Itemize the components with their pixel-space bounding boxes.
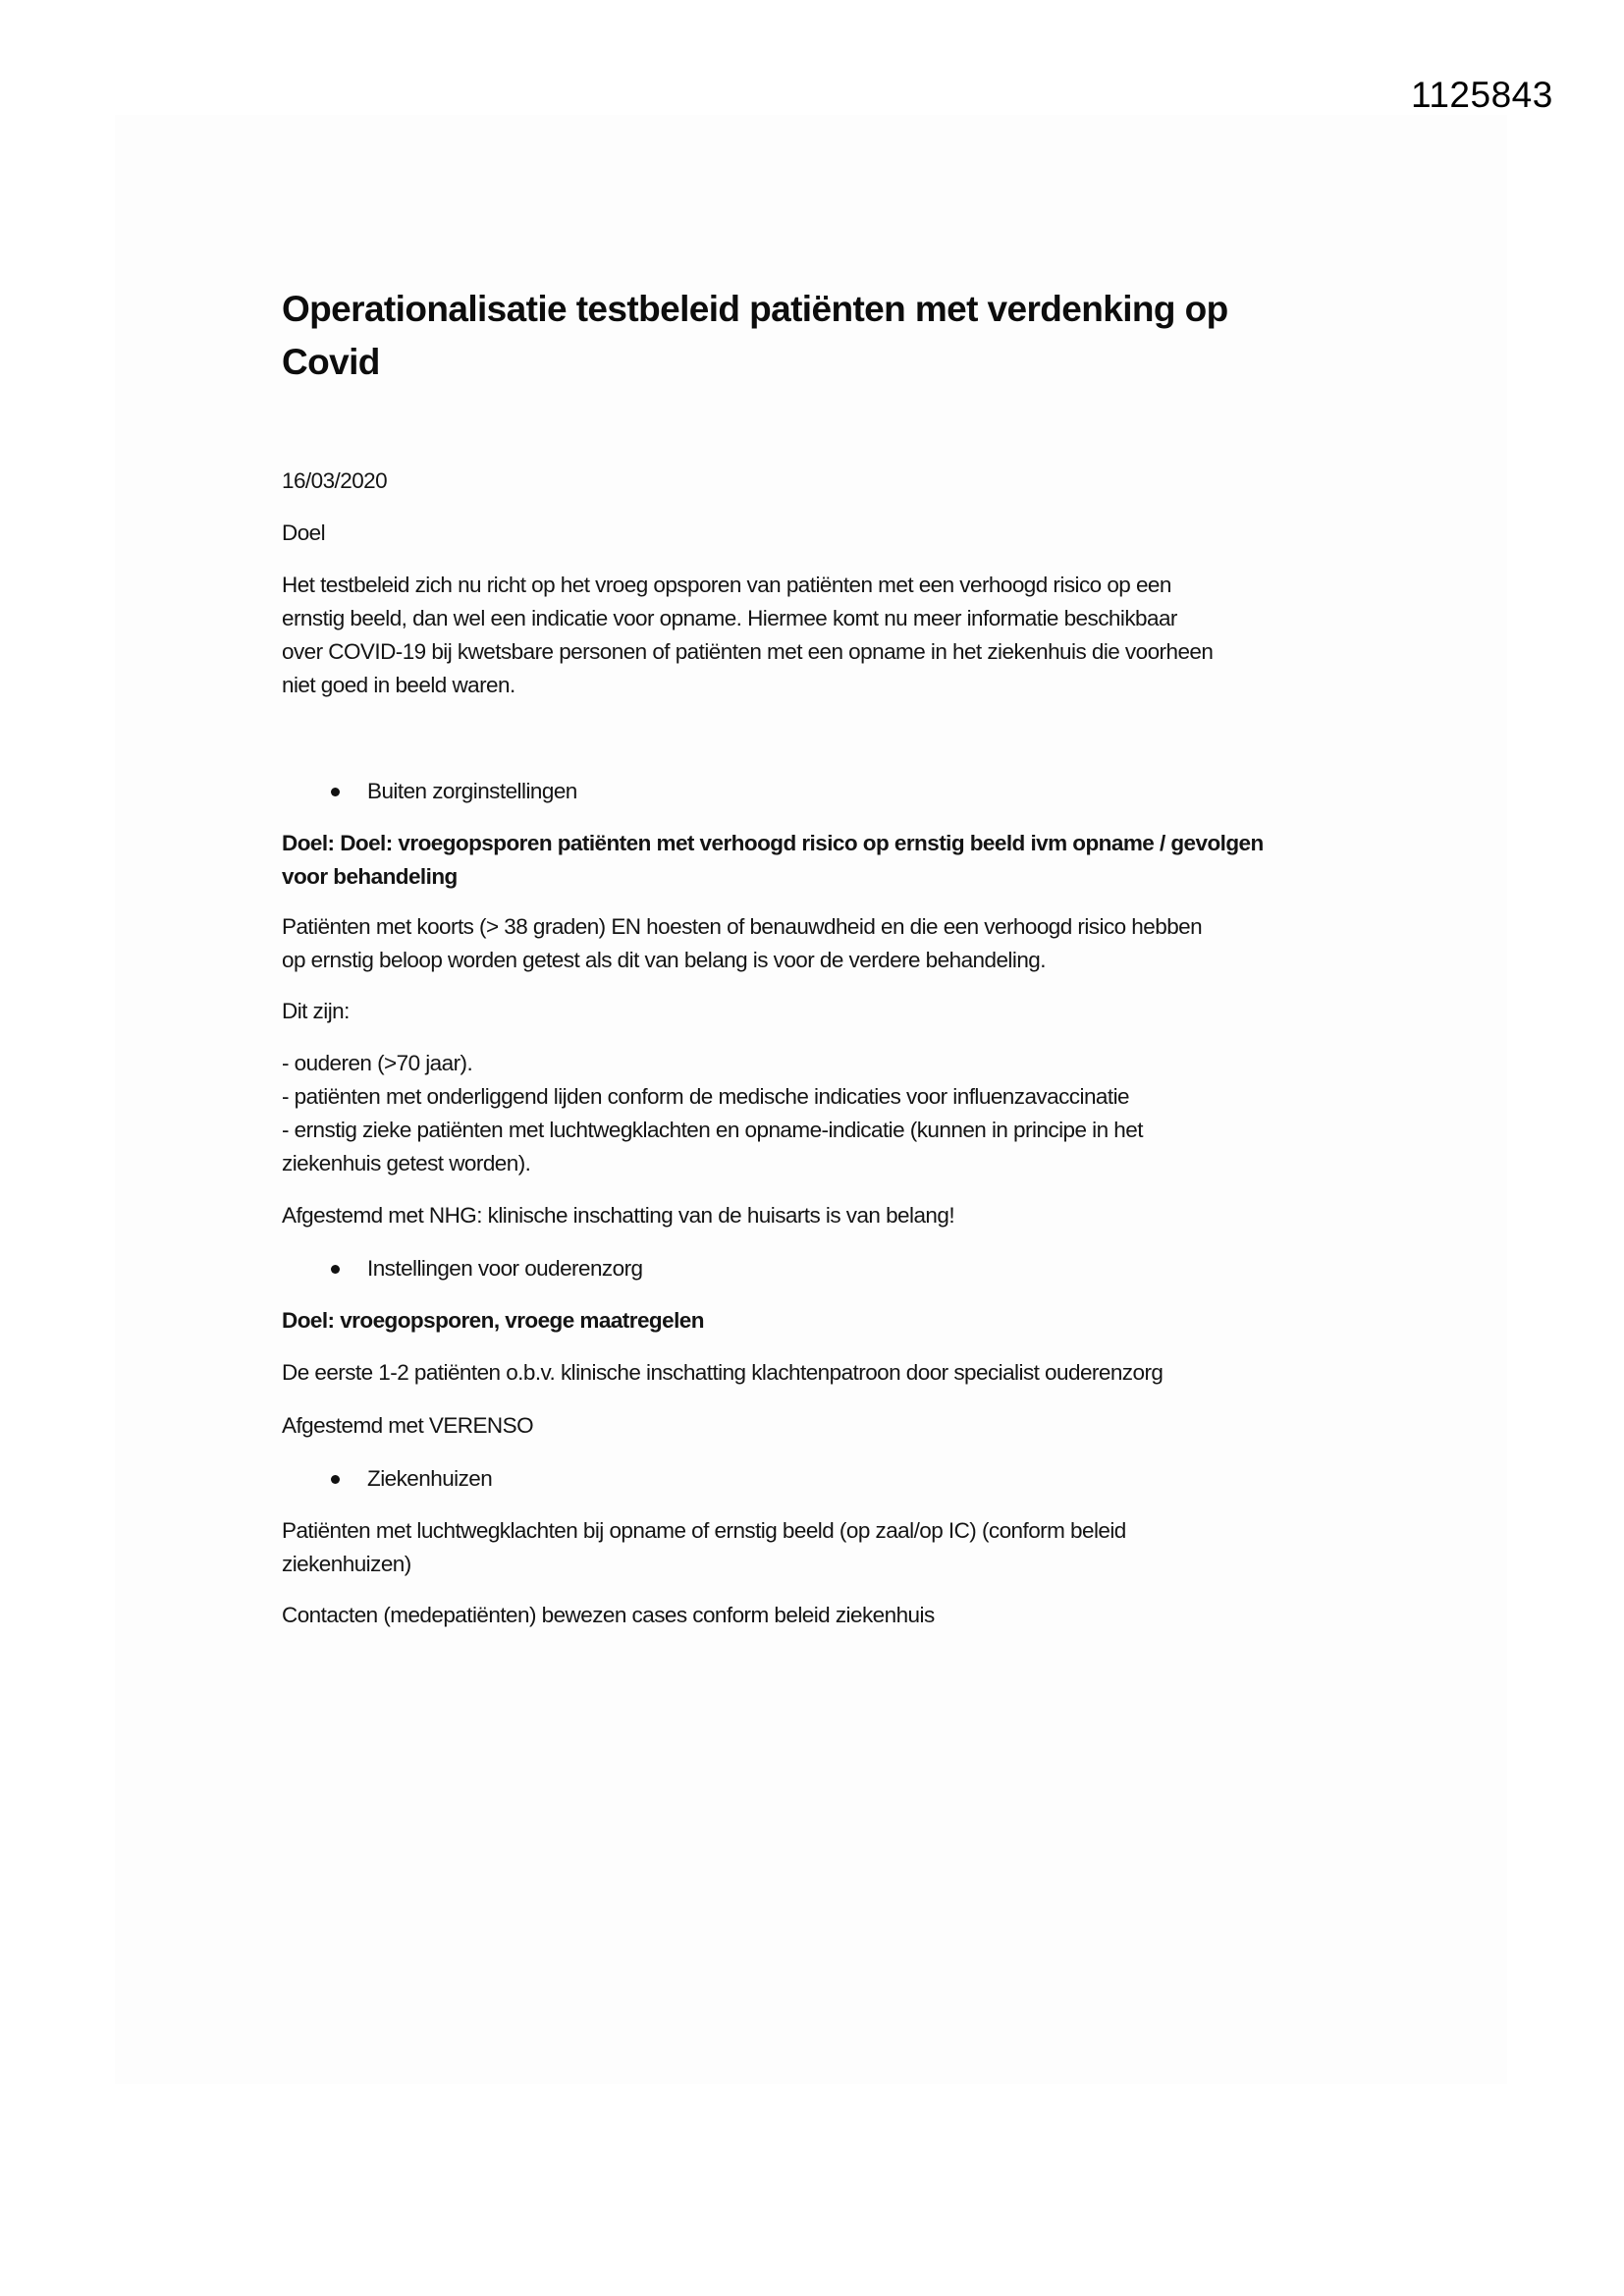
list-item: - ouderen (>70 jaar). — [282, 1051, 473, 1075]
section-goal-line: Doel: vroegopsporen, vroege maatregelen — [282, 1308, 704, 1333]
section-criteria-line: De eerste 1-2 patiënten o.b.v. klinische inschatting klachtenpatroon door specialist ouderenzorg — [282, 1360, 1164, 1385]
list-intro: Dit zijn: — [282, 999, 350, 1023]
section-note: Afgestemd met NHG: klinische inschatting van de huisarts is van belang! — [282, 1203, 955, 1228]
list-item: ziekenhuis getest worden). — [282, 1151, 531, 1175]
section-note: Afgestemd met VERENSO — [282, 1413, 534, 1438]
section-criteria-line: Patiënten met koorts (> 38 graden) EN hoesten of benauwdheid en die een verhoogd risico hebben — [282, 914, 1203, 939]
bullet-label: Buiten zorginstellingen — [367, 779, 577, 803]
list-item: - patiënten met onderliggend lijden conform de medische indicaties voor influenzavaccinatie — [282, 1084, 1129, 1109]
bullet-label: Ziekenhuizen — [367, 1466, 493, 1491]
list-item: - ernstig zieke patiënten met luchtwegklachten en opname-indicatie (kunnen in principe in het — [282, 1118, 1143, 1142]
bullet-icon — [331, 1475, 340, 1484]
intro-paragraph-line: niet goed in beeld waren. — [282, 673, 515, 697]
section-goal-line: Doel: Doel: vroegopsporen patiënten met verhoogd risico op ernstig beeld ivm opname / gevolgen — [282, 831, 1264, 855]
doel-label: Doel — [282, 520, 326, 545]
intro-paragraph-line: ernstig beeld, dan wel een indicatie voor opname. Hiermee komt nu meer informatie beschikbaar — [282, 606, 1177, 630]
bullet-icon — [331, 788, 340, 796]
section-note: Contacten (medepatiënten) bewezen cases conform beleid ziekenhuis — [282, 1603, 935, 1627]
section-goal-line: voor behandeling — [282, 864, 458, 889]
document-title-line-1: Operationalisatie testbeleid patiënten met verdenking op — [282, 289, 1228, 329]
section-criteria-line: op ernstig beloop worden getest als dit van belang is voor de verdere behandeling. — [282, 948, 1046, 972]
document-id: 1125843 — [1411, 75, 1553, 115]
section-criteria-line: Patiënten met luchtwegklachten bij opname of ernstig beeld (op zaal/op IC) (conform beleid — [282, 1518, 1126, 1543]
intro-paragraph-line: Het testbeleid zich nu richt op het vroeg opsporen van patiënten met een verhoogd risico op een — [282, 573, 1171, 597]
intro-paragraph-line: over COVID-19 bij kwetsbare personen of patiënten met een opname in het ziekenhuis die voorheen — [282, 639, 1214, 664]
bullet-label: Instellingen voor ouderenzorg — [367, 1256, 643, 1281]
section-criteria-line: ziekenhuizen) — [282, 1552, 411, 1576]
bullet-icon — [331, 1265, 340, 1274]
document-title-line-2: Covid — [282, 342, 380, 382]
document-date: 16/03/2020 — [282, 468, 388, 493]
